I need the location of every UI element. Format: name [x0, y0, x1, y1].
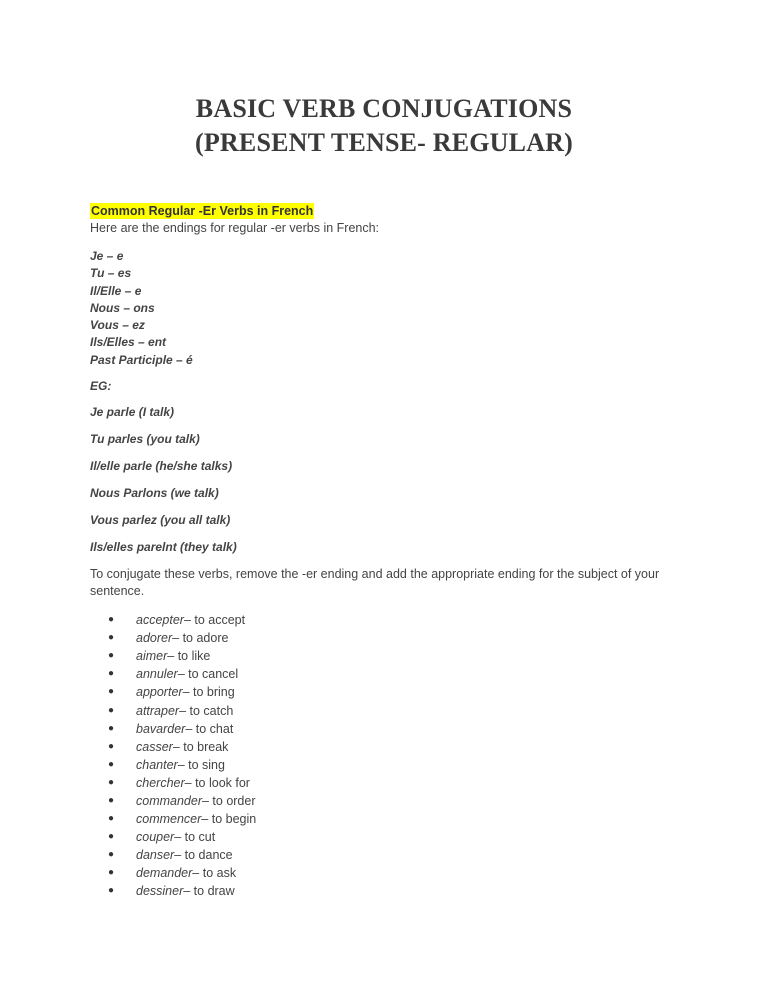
bullet-icon: ● [108, 668, 115, 680]
verb-english: – to look for [184, 775, 250, 790]
ending-item: Il/Elle – e [90, 283, 142, 298]
page-title [0, 92, 768, 160]
verb-french: adorer [136, 631, 173, 646]
ending-item: Je – e [90, 249, 124, 263]
verb-french: danser [136, 848, 175, 863]
bullet-icon: ● [108, 740, 115, 752]
verb-french: casser [136, 739, 173, 754]
bullet-icon: ● [108, 722, 115, 734]
verb-english: – to bring [182, 685, 235, 700]
bullet-icon: ● [108, 813, 115, 825]
list-item [108, 882, 256, 900]
bullet-icon: ● [108, 650, 115, 662]
example-item: Ils/elles parelnt (they talk) [90, 540, 237, 554]
bullet-icon: ● [108, 849, 115, 861]
verb-english: – to dance [174, 848, 233, 863]
examples-list [90, 404, 237, 566]
verb-list [108, 611, 256, 901]
verb-english: – to like [167, 649, 211, 664]
list-item [108, 774, 256, 792]
verb-french: demander [136, 866, 193, 881]
verb-french: accepter [136, 613, 184, 628]
verb-english: – to draw [183, 884, 235, 899]
bullet-icon: ● [108, 794, 115, 806]
ending-item: Vous – ez [90, 318, 145, 333]
verb-english: – to catch [179, 703, 234, 718]
verb-french: couper [136, 830, 175, 845]
verb-french: bavarder [136, 721, 186, 736]
bullet-icon: ● [108, 885, 115, 897]
verb-english: – to begin [201, 812, 257, 827]
verb-french: aimer [136, 649, 168, 664]
list-item [108, 629, 256, 647]
verb-french: apporter [136, 685, 183, 700]
list-item [108, 611, 256, 629]
example-item: Vous parlez (you all talk) [90, 513, 231, 527]
verb-french: chanter [136, 757, 178, 772]
list-item [108, 738, 256, 756]
ending-item: Tu – es [90, 266, 132, 281]
list-item [108, 720, 256, 738]
bullet-icon: ● [108, 867, 115, 879]
title-line-2: (PRESENT TENSE- REGULAR) [194, 128, 574, 157]
verb-french: attraper [136, 703, 180, 718]
endings-list [90, 248, 193, 369]
list-item [108, 683, 256, 701]
ending-item: Nous – ons [90, 300, 155, 315]
section-intro: Here are the endings for regular -er verbs in French: [90, 221, 380, 235]
example-label: EG: [90, 379, 112, 393]
bullet-icon: ● [108, 776, 115, 788]
verb-english: – to cancel [177, 667, 239, 682]
example-item: Je parle (I talk) [90, 405, 175, 419]
verb-french: commander [136, 793, 202, 808]
verb-french: annuler [136, 667, 178, 682]
verb-english: – to adore [172, 631, 229, 646]
verb-english: – to sing [177, 757, 225, 772]
bullet-icon: ● [108, 831, 115, 843]
verb-english: – to order [202, 793, 256, 808]
verb-english: – to chat [185, 721, 234, 736]
section-heading: Common Regular -Er Verbs in French [91, 204, 314, 218]
title-line-1: BASIC VERB CONJUGATIONS [195, 94, 573, 123]
verb-french: chercher [136, 775, 185, 790]
list-item [108, 665, 256, 683]
list-item [108, 864, 256, 882]
list-item [108, 810, 256, 828]
list-item [108, 828, 256, 846]
bullet-icon: ● [108, 758, 115, 770]
bullet-icon: ● [108, 686, 115, 698]
list-item [108, 792, 256, 810]
verb-english: – to accept [183, 613, 246, 628]
list-item [108, 756, 256, 774]
verb-english: – to cut [174, 830, 216, 845]
example-item: Il/elle parle (he/she talks) [90, 459, 233, 473]
verb-french: commencer [136, 812, 202, 827]
list-item [108, 846, 256, 864]
bullet-icon: ● [108, 614, 115, 626]
list-item [108, 701, 256, 719]
example-item: Tu parles (you talk) [90, 432, 200, 446]
verb-english: – to break [172, 739, 229, 754]
example-item: Nous Parlons (we talk) [90, 486, 219, 500]
bullet-icon: ● [108, 632, 115, 644]
verb-french: dessiner [136, 884, 184, 899]
ending-item: Ils/Elles – ent [90, 335, 167, 350]
bullet-icon: ● [108, 704, 115, 716]
instruction-paragraph: To conjugate these verbs, remove the -er ending and add the appropriate ending for the subject of your sentence. [90, 567, 660, 598]
verb-english: – to ask [192, 866, 237, 881]
ending-item: Past Participle – é [90, 352, 193, 367]
list-item [108, 647, 256, 665]
